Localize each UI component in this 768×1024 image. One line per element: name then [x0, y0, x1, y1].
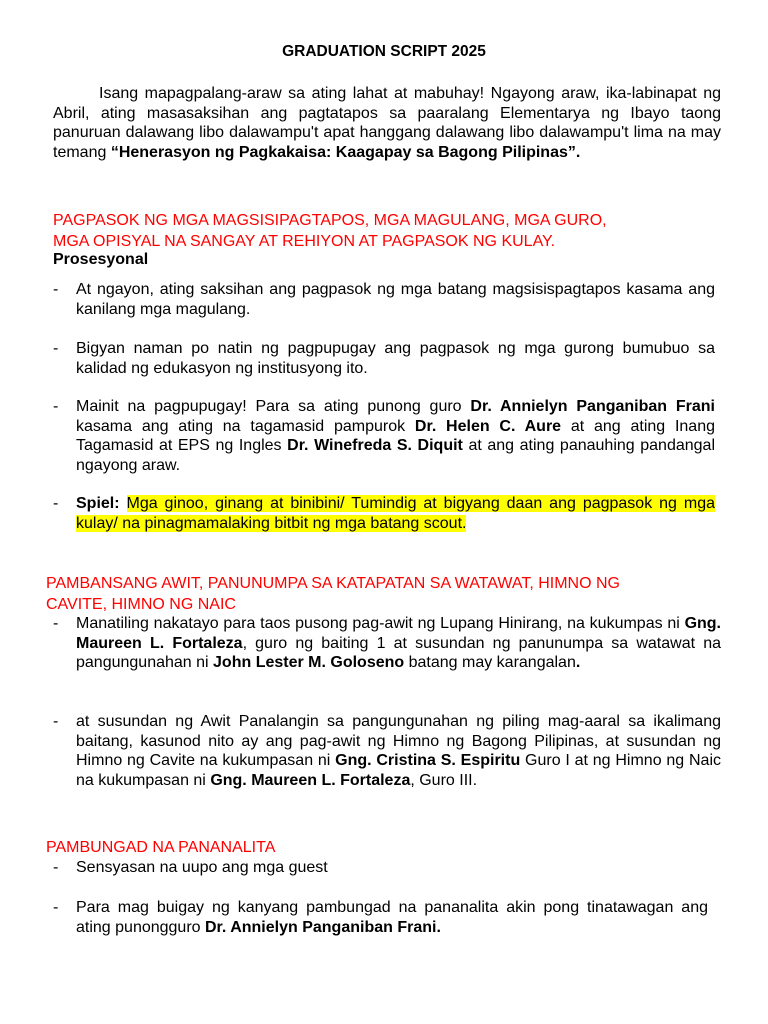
list-dash: -: [53, 615, 59, 632]
spiel-highlighted-text: Mga ginoo, ginang at binibini/ Tumindig at bigyang daan ang pagpasok ng mga kulay/ na pinagmamalaking bitbit ng mga batang scout.: [76, 495, 715, 532]
principal-name: Dr. Annielyn Panganiban Frani: [470, 398, 716, 415]
list-dash: -: [53, 859, 59, 876]
section1-subheading: Prosesyonal: [53, 251, 149, 268]
document-title: GRADUATION SCRIPT 2025: [282, 43, 486, 60]
list-item-text: [76, 712, 721, 790]
list-item-text: [76, 494, 715, 533]
list-item-text: At ngayon, ating saksihan ang pagpasok ng mga batang magsisispagtapos kasama ang kanilang mga magulang.: [76, 281, 715, 318]
list-dash: -: [53, 340, 59, 357]
text-run: at susundan ng Awit Panalangin sa pangungunahan ng piling mag-aaral sa ikalimang baitang, kasunod nito ay ang pag-awit ng Himno ng Bagong Pilipinas, at susundan ng Himno ng Cavite na kukumpasan ni: [76, 713, 721, 769]
text-run: Manatiling nakatayo para taos pusong pag-awit ng Lupang Hinirang, na kukumpas ni: [76, 615, 685, 632]
list-item: [53, 614, 721, 694]
list-item-text: [76, 614, 721, 673]
list-item: [53, 858, 721, 878]
intro-theme: “Henerasyon ng Pagkakaisa: Kaagapay sa Bagong Pilipinas”.: [110, 143, 581, 161]
pledge-leader-name: John Lester M. Goloseno: [213, 654, 405, 671]
text-run: batang may karangalan: [404, 654, 576, 671]
list-dash: -: [53, 495, 59, 512]
text-run: at ang ating panauhing pandangal ngayong araw.: [76, 437, 715, 474]
section3-heading: PAMBUNGAD NA PANANALITA: [46, 839, 276, 856]
section1-heading-line2: MGA OPISYAL NA SANGAY AT REHIYON AT PAGPASOK NG KULAY.: [53, 233, 556, 250]
text-run: Guro I at ng Himno ng Naic na kukumpasan ni: [76, 752, 721, 789]
text-run: , guro ng baiting 1 at susundan ng panunumpa sa watawat na pangungunahan ni: [76, 634, 721, 671]
text-run: at ang ating Inang Tagamasid at EPS ng Ingles: [76, 417, 715, 454]
list-item: [53, 712, 721, 812]
list-item: [53, 898, 708, 938]
list-item: [53, 494, 715, 534]
section1-heading-line1: PAGPASOK NG MGA MAGSISIPAGTAPOS, MGA MAGULANG, MGA GURO,: [53, 212, 607, 229]
cavite-conductor-name: Gng. Cristina S. Espiritu: [335, 752, 521, 769]
conductor-name: Gng. Maureen L. Fortaleza: [76, 615, 721, 652]
list-item: [53, 339, 715, 379]
eps-name: Dr. Winefreda S. Diquit: [287, 437, 463, 454]
list-item-text: Sensyasan na uupo ang mga guest: [76, 859, 328, 876]
list-item-text: [76, 397, 715, 475]
list-dash: -: [53, 281, 59, 298]
principal-name: Dr. Annielyn Panganiban Frani.: [205, 918, 441, 936]
list-dash: -: [53, 713, 59, 730]
intro-paragraph: [53, 84, 721, 162]
text-run: Mainit na pagpupugay! Para sa ating punong guro: [76, 398, 471, 415]
supervisor-name: Dr. Helen C. Aure: [414, 417, 562, 435]
naic-conductor-name: Gng. Maureen L. Fortaleza: [210, 771, 411, 789]
list-item: [53, 280, 715, 320]
spiel-label: Spiel:: [76, 495, 120, 512]
list-item: [53, 397, 715, 477]
intro-text: Isang mapagpalang-araw sa ating lahat at mabuhay! Ngayong araw, ika-labinapat ng Abril, ating masasaksihan ang pagtatapos sa paaralang Elementarya ng Ibayo taong panuruan dalawang libo dalawampu't apat hanggang dalawang libo dalawampu't lima na may temang: [53, 85, 721, 161]
text-run: Para mag buigay ng kanyang pambungad na pananalita akin pong tinatawagan ang ating punongguro: [76, 899, 708, 936]
text-run: .: [575, 654, 581, 671]
list-dash: -: [53, 398, 59, 415]
list-item-text: [76, 898, 708, 937]
text-run: , Guro III.: [410, 771, 478, 789]
section2-heading-line2: CAVITE, HIMNO NG NAIC: [46, 596, 236, 613]
list-item-text: Bigyan naman po natin ng pagpupugay ang pagpasok ng mga gurong bumubuo sa kalidad ng edukasyon ng institusyong ito.: [76, 340, 715, 377]
text-run: kasama ang ating na tagamasid pampurok: [76, 417, 415, 435]
section2-heading-line1: PAMBANSANG AWIT, PANUNUMPA SA KATAPATAN SA WATAWAT, HIMNO NG: [46, 575, 620, 592]
list-dash: -: [53, 899, 59, 916]
